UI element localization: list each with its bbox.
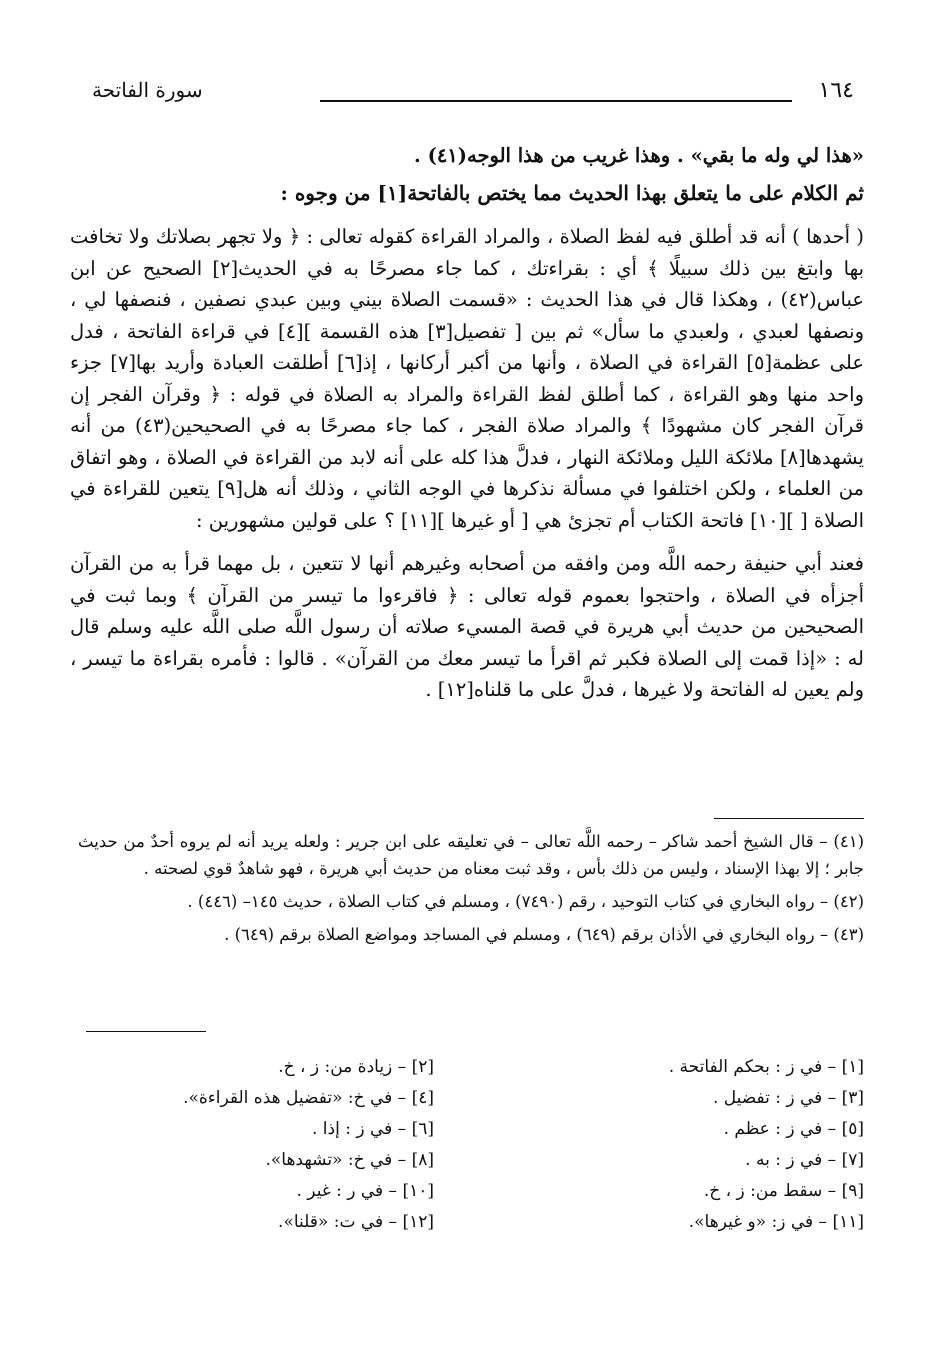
page-header bbox=[92, 78, 854, 112]
paragraph-abu-hanifa: فعند أبي حنيفة رحمه اللَّه ومن وافقه من أصحابه وغيرهم أنها لا تتعين ، بل مهما قرأ به من القرآن أجزأه في الصلاة ، واحتجوا بعموم قوله تعالى : ﴿ فاقرءوا ما تيسر من القرآن ﴾ وبما ثبت في الصحيحين من حديث أبي هريرة في قصة المسيء صلاته أن رسول اللَّه صلى اللَّه عليه وسلم قال له : «إذا قمت إلى الصلاة فكبر ثم اقرأ ما تيسر معك من القرآن» . قالوا : فأمره بقراءة ما تيسر ، ولم يعين له الفاتحة ولا غيرها ، فدلَّ على ما قلناه[١٢] . bbox=[70, 552, 864, 701]
section-heading: ثم الكلام على ما يتعلق بهذا الحديث مما يختص بالفاتحة[١] من وجوه : bbox=[280, 180, 864, 205]
page-number: ١٦٤ bbox=[818, 78, 854, 103]
variant-note: [١١] – في ز: «و غيرها». bbox=[688, 1212, 864, 1232]
variant-note: [٣] – في ز : تفضيل . bbox=[712, 1088, 864, 1108]
variants-divider bbox=[86, 1031, 206, 1032]
variant-note: [١] – في ز : بحكم الفاتحة . bbox=[668, 1057, 864, 1077]
main-text bbox=[70, 140, 864, 718]
footnote-divider bbox=[714, 818, 864, 819]
variant-note: [٩] – سقط من: ز ، خ. bbox=[703, 1181, 864, 1201]
variant-note: [٨] – في خ: «تشهدها». bbox=[265, 1150, 434, 1170]
footnote-41: (٤١) – قال الشيخ أحمد شاكر – رحمه اللَّه تعالى – في تعليقه على ابن جرير : ولعله يريد أنه لم يروه أحدٌ من حديث جابر ؛ إلا بهذا الإسناد ، وليس من ذلك بأس ، وقد ثبت معناه من حديث أبي هريرة ، فهو شاهدٌ قوي لصحته . bbox=[78, 832, 864, 878]
variant-note: [٥] – في ز : عظم . bbox=[723, 1119, 864, 1139]
header-rule bbox=[320, 100, 792, 102]
footnote-43: (٤٣) – رواه البخاري في الأذان برقم (٦٤٩) ، ومسلم في المساجد ومواضع الصلاة برقم (٦٤٩) . bbox=[224, 925, 864, 944]
variant-note: [١٢] – في ت: «قلنا». bbox=[278, 1212, 434, 1232]
variants-right-column bbox=[494, 1052, 864, 1238]
variant-note: [١٠] – في ر : غير . bbox=[296, 1181, 434, 1201]
variant-note: [٧] – في ز : به . bbox=[745, 1150, 864, 1170]
opening-line: «هذا لي وله ما بقي» . وهذا غريب من هذا الوجه(٤١) . bbox=[414, 144, 864, 167]
surah-title: سورة الفاتحة bbox=[92, 78, 203, 102]
footnote-42: (٤٢) – رواه البخاري في كتاب التوحيد ، رقم (٧٤٩٠) ، ومسلم في كتاب الصلاة ، حديث ١٤٥– (٤٤٦) . bbox=[187, 892, 864, 911]
variant-note: [٦] – في ز : إذا . bbox=[312, 1119, 434, 1139]
variants-left-column bbox=[64, 1052, 434, 1238]
variant-note: [٢] – زيادة من: ز ، خ. bbox=[278, 1057, 434, 1077]
paragraph-first-aspect: ( أحدها ) أنه قد أطلق فيه لفظ الصلاة ، والمراد القراءة كقوله تعالى : ﴿ ولا تجهر بصلاتك ولا تخافت بها وابتغ بين ذلك سبيلًا ﴾ أي : بقراءتك ، كما جاء مصرحًا به في الحديث[٢] الصحيح عن ابن عباس(٤٢) ، وهكذا قال في هذا الحديث : «قسمت الصلاة بيني وبين عبدي نصفين ، فنصفها لي ، ونصفها لعبدي ، ولعبدي ما سأل» ثم بين [ تفصيل[٣] هذه القسمة ][٤] في قراءة الفاتحة ، فدل على عظمة[٥] القراءة في الصلاة ، وأنها من أكبر أركانها ، إذ[٦] أطلقت العبادة وأريد بها[٧] جزء واحد منها وهو القراءة ، كما أطلق لفظ القراءة والمراد به الصلاة في قوله : ﴿ وقرآن الفجر إن قرآن الفجر كان مشهودًا ﴾ والمراد صلاة الفجر ، كما جاء مصرحًا به في الصحيحين(٤٣) من أنه يشهدها[٨] ملائكة الليل وملائكة النهار ، فدلَّ هذا كله على أنه لابد من القراءة في الصلاة ، وهو اتفاق من العلماء ، ولكن اختلفوا في مسألة نذكرها في الوجه الثاني ، وذلك أنه هل[٩] يتعين للقراءة في الصلاة [ ][١٠] فاتحة الكتاب أم تجزئ هي [ أو غيرها ][١١] ؟ على قولين مشهورين : bbox=[70, 225, 865, 532]
footnotes bbox=[78, 828, 864, 954]
variant-note: [٤] – في خ: «تفضيل هذه القراءة». bbox=[183, 1088, 434, 1108]
